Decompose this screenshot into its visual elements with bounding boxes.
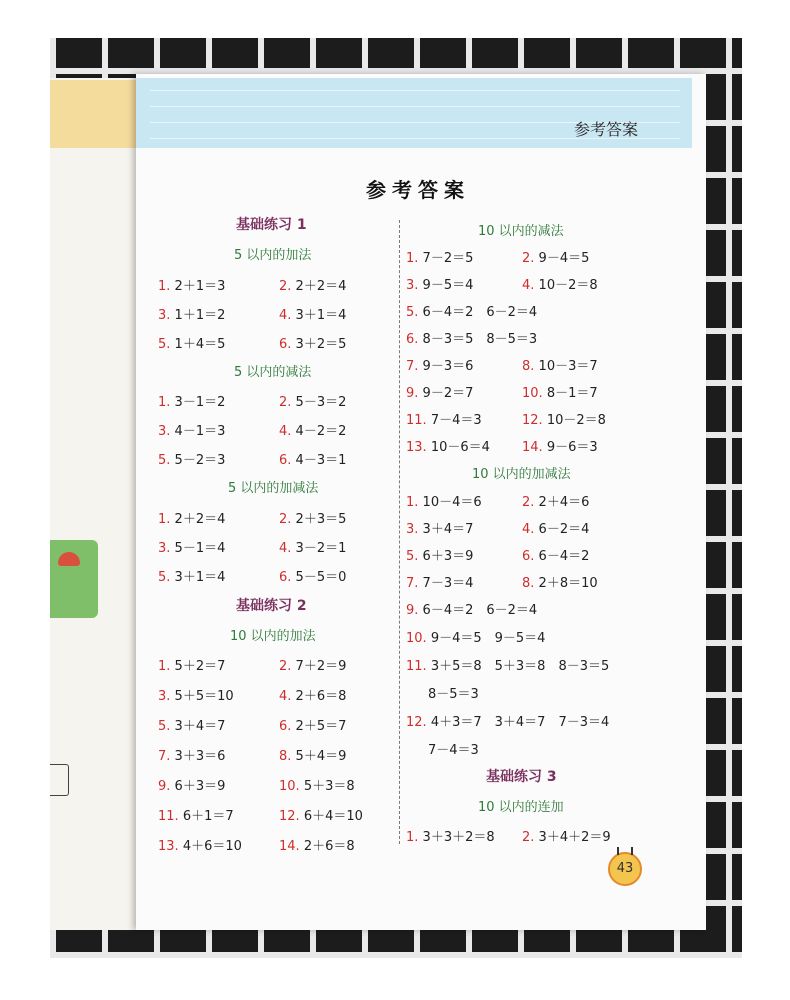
subsection-title: 5 以内的加减法 <box>228 481 319 496</box>
answer-line: 6. 6－4＝2 <box>522 549 590 564</box>
answer-line: 11. 6＋1＝7 <box>158 809 234 824</box>
answer-line: 14. 2＋6＝8 <box>279 839 355 854</box>
page-title: 参考答案 <box>366 178 470 202</box>
answer-line: 13. 4＋6＝10 <box>158 839 242 854</box>
answer-line: 9. 6－4＝2 6－2＝4 <box>406 603 538 618</box>
answer-line: 4. 2＋6＝8 <box>279 689 347 704</box>
answer-line: 5. 6－4＝2 6－2＝4 <box>406 305 538 320</box>
answer-line: 5. 6＋3＝9 <box>406 549 474 564</box>
header-label: 参考答案 <box>573 120 638 139</box>
page-number: 43 <box>616 861 634 876</box>
answer-line: 5. 5－2＝3 <box>158 453 226 468</box>
answer-line: 2. 3＋4＋2＝9 <box>522 830 611 845</box>
answer-line: 8. 10－3＝7 <box>522 359 598 374</box>
answer-line: 1. 3＋3＋2＝8 <box>406 830 495 845</box>
column-divider <box>399 220 400 844</box>
answer-line: 7. 3＋3＝6 <box>158 749 226 764</box>
answer-line: 3. 9－5＝4 <box>406 278 474 293</box>
subsection-title: 5 以内的减法 <box>234 365 312 380</box>
answer-line: 4. 3＋1＝4 <box>279 308 347 323</box>
answer-line: 1. 3－1＝2 <box>158 395 226 410</box>
answer-line: 6. 8－3＝5 8－5＝3 <box>406 332 538 347</box>
answer-line: 6. 5－5＝0 <box>279 570 347 585</box>
answer-line: 4. 6－2＝4 <box>522 522 590 537</box>
answer-line: 2. 2＋4＝6 <box>522 495 590 510</box>
left-page-edge <box>50 78 138 930</box>
answer-line: 6. 3＋2＝5 <box>279 337 347 352</box>
answer-line: 14. 9－6＝3 <box>522 440 598 455</box>
subsection-title: 10 以内的加法 <box>230 629 316 644</box>
subsection-title: 10 以内的加减法 <box>472 467 571 482</box>
answer-line: 2. 2＋3＝5 <box>279 512 347 527</box>
answer-line: 4. 4－2＝2 <box>279 424 347 439</box>
answer-line: 7. 9－3＝6 <box>406 359 474 374</box>
answer-line: 2. 5－3＝2 <box>279 395 347 410</box>
answer-line: 7. 7－3＝4 <box>406 576 474 591</box>
answer-line: 7－4＝3 <box>428 743 479 758</box>
section-title: 基础练习 1 <box>236 217 307 233</box>
left-page-tab <box>50 80 136 148</box>
answer-line: 3. 3＋4＝7 <box>406 522 474 537</box>
left-page-illustration <box>50 540 98 618</box>
answer-line: 1. 2＋2＝4 <box>158 512 226 527</box>
answer-line: 11. 7－4＝3 <box>406 413 482 428</box>
answer-line: 11. 3＋5＝8 5＋3＝8 8－3＝5 <box>406 659 610 674</box>
answer-line: 5. 3＋4＝7 <box>158 719 226 734</box>
answer-line: 1. 2＋1＝3 <box>158 279 226 294</box>
answer-line: 1. 10－4＝6 <box>406 495 482 510</box>
answer-line: 1. 7－2＝5 <box>406 251 474 266</box>
answer-line: 3. 1＋1＝2 <box>158 308 226 323</box>
answer-line: 2. 7＋2＝9 <box>279 659 347 674</box>
answer-line: 10. 5＋3＝8 <box>279 779 355 794</box>
section-title: 基础练习 3 <box>486 769 557 785</box>
answer-line: 10. 9－4＝5 9－5＝4 <box>406 631 546 646</box>
answer-line: 6. 2＋5＝7 <box>279 719 347 734</box>
page-number-badge <box>608 852 642 886</box>
answer-line: 8. 2＋8＝10 <box>522 576 598 591</box>
answer-line: 9. 6＋3＝9 <box>158 779 226 794</box>
subsection-title: 10 以内的减法 <box>478 224 564 239</box>
answer-line: 3. 5－1＝4 <box>158 541 226 556</box>
answer-line: 2. 2＋2＝4 <box>279 279 347 294</box>
answer-line: 8. 5＋4＝9 <box>279 749 347 764</box>
answer-line: 6. 4－3＝1 <box>279 453 347 468</box>
answer-line: 10. 8－1＝7 <box>522 386 598 401</box>
section-title: 基础练习 2 <box>236 598 307 614</box>
answer-line: 5. 1＋4＝5 <box>158 337 226 352</box>
answer-line: 2. 9－4＝5 <box>522 251 590 266</box>
answer-line: 1. 5＋2＝7 <box>158 659 226 674</box>
answer-line: 5. 3＋1＝4 <box>158 570 226 585</box>
answer-line: 12. 6＋4＝10 <box>279 809 363 824</box>
answer-line: 3. 4－1＝3 <box>158 424 226 439</box>
answer-line: 8－5＝3 <box>428 687 479 702</box>
answer-line: 12. 4＋3＝7 3＋4＝7 7－3＝4 <box>406 715 610 730</box>
subsection-title: 5 以内的加法 <box>234 248 312 263</box>
answer-line: 3. 5＋5＝10 <box>158 689 234 704</box>
answer-page <box>136 74 706 930</box>
answer-line: 12. 10－2＝8 <box>522 413 606 428</box>
answer-line: 9. 9－2＝7 <box>406 386 474 401</box>
answer-line: 4. 3－2＝1 <box>279 541 347 556</box>
answer-line: 13. 10－6＝4 <box>406 440 490 455</box>
answer-line: 4. 10－2＝8 <box>522 278 598 293</box>
subsection-title: 10 以内的连加 <box>478 800 564 815</box>
left-page-box <box>50 764 69 796</box>
